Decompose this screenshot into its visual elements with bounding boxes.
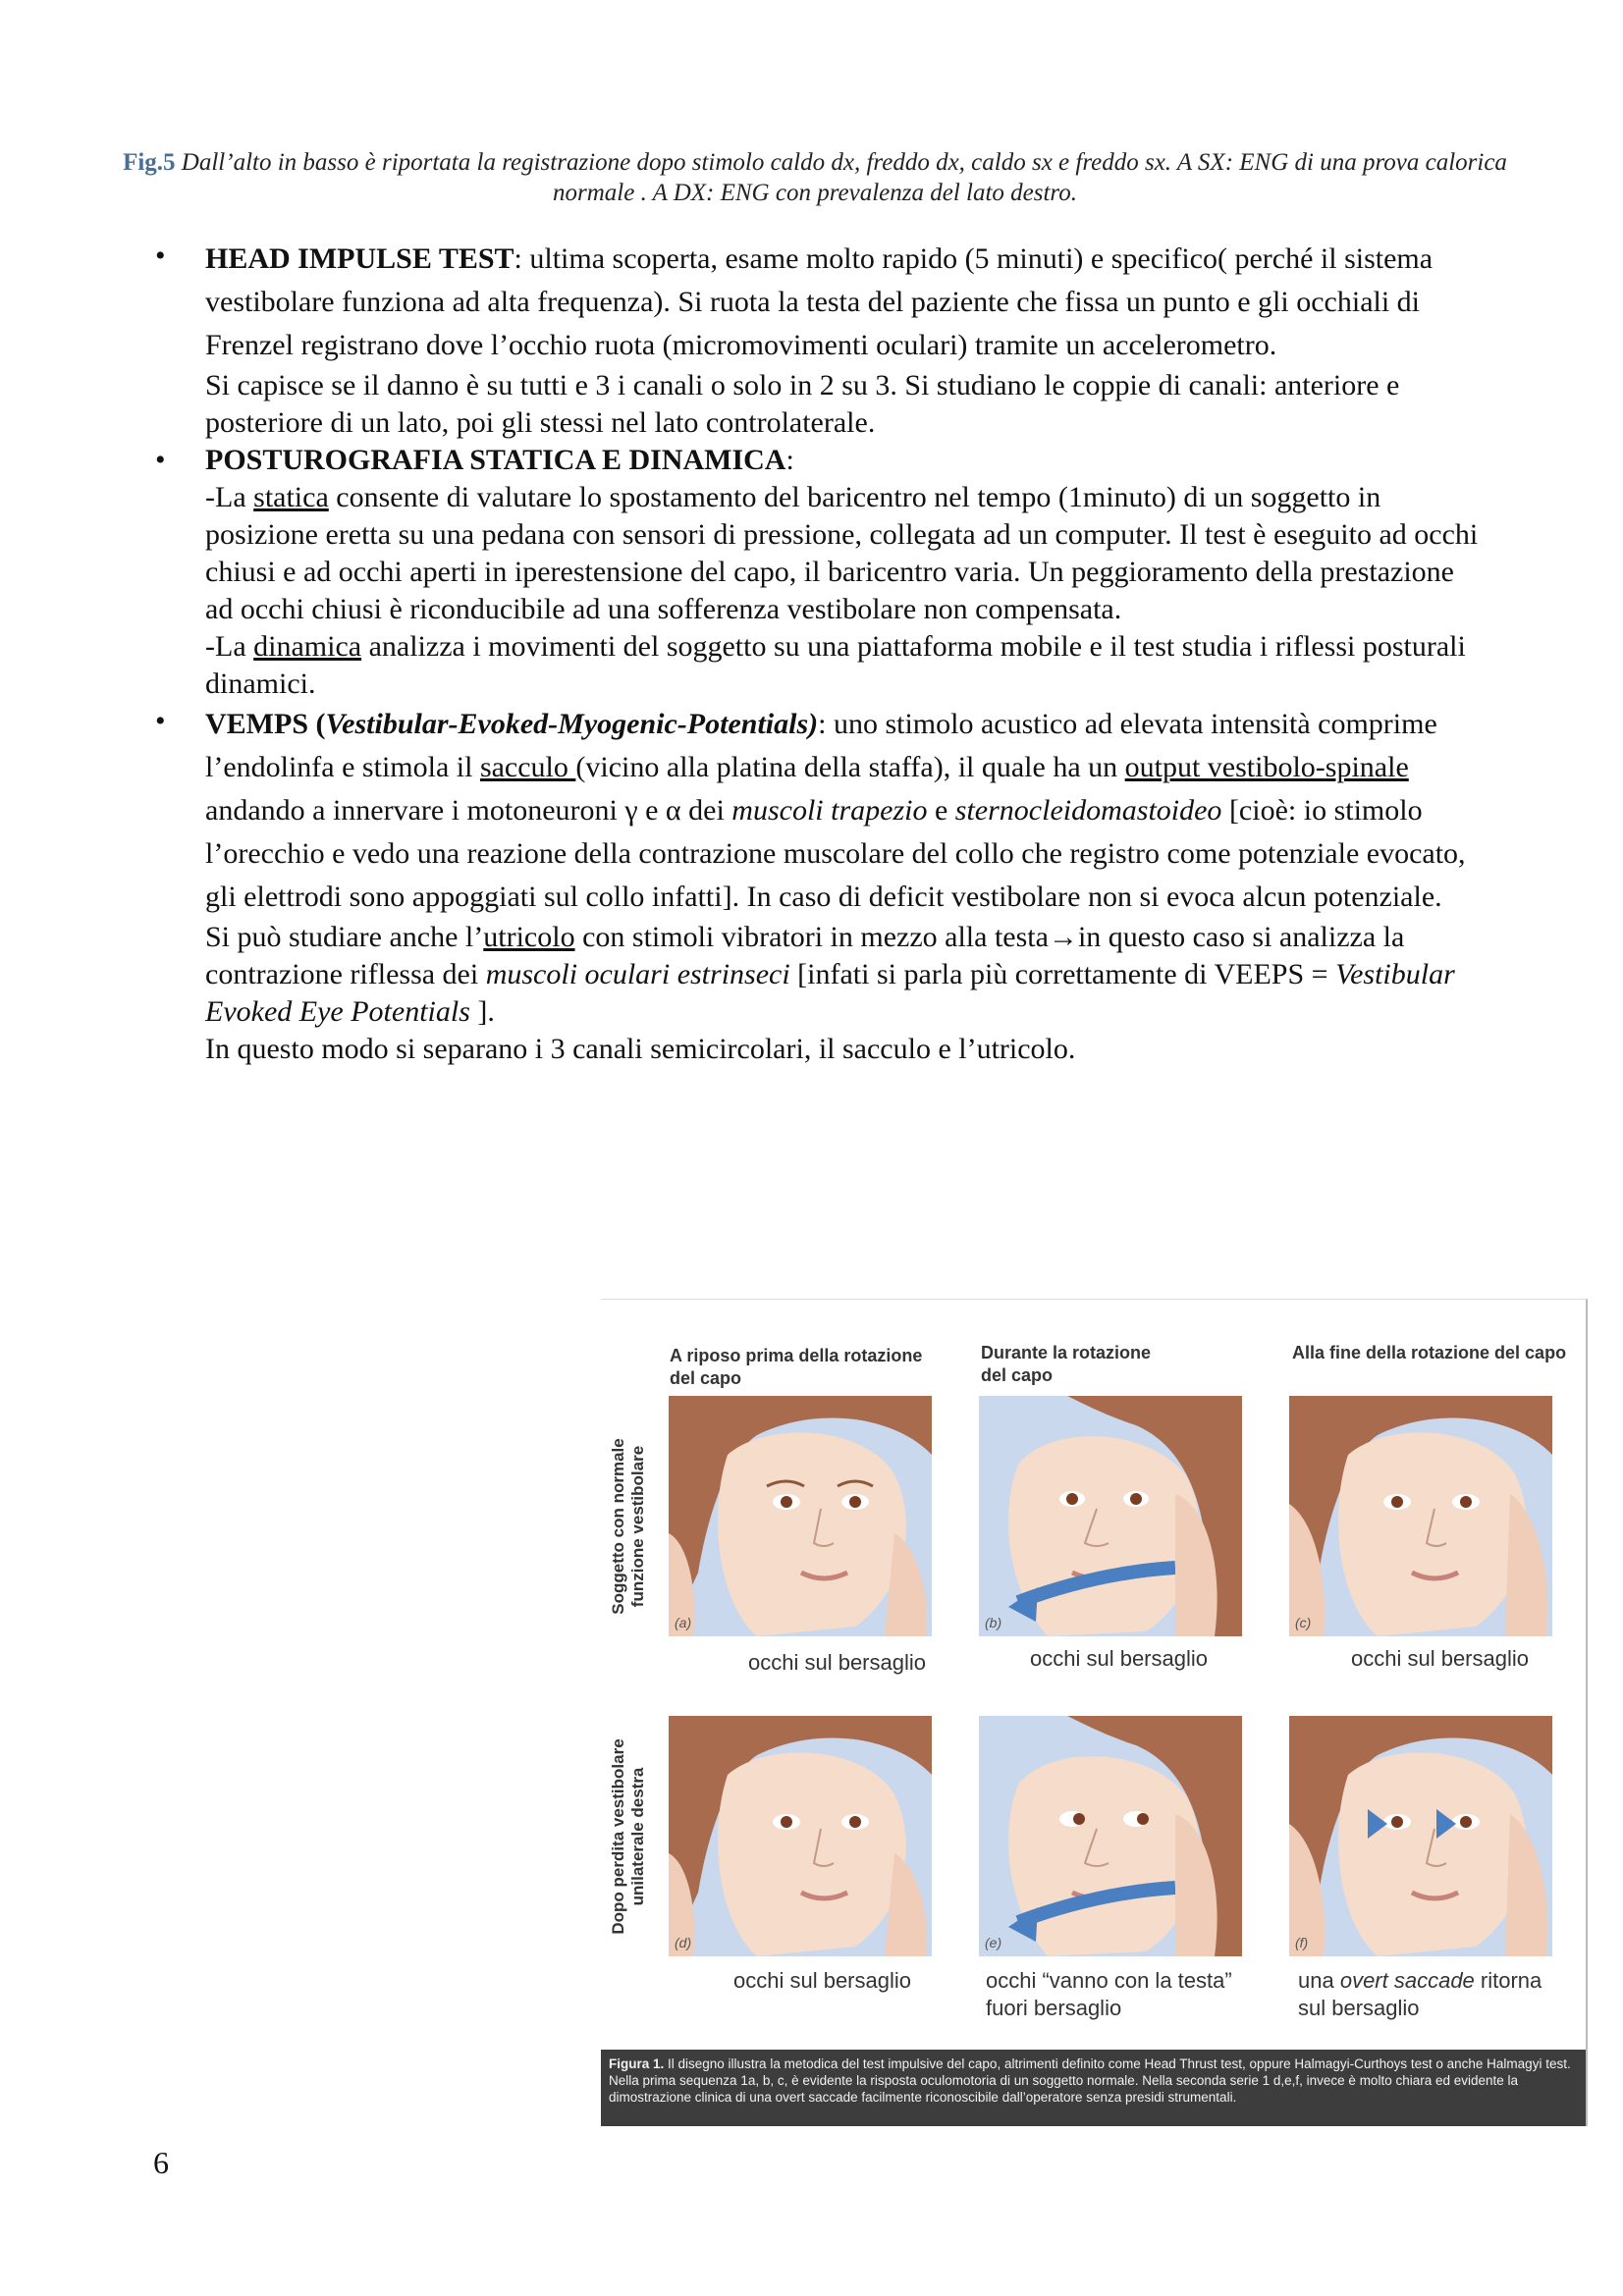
- item-title-italic: Vestibular-Evoked-Myogenic-Potentials): [325, 708, 819, 740]
- italic-text: overt saccade: [1339, 1968, 1475, 1993]
- text: analizza i movimenti del soggetto su una piattaforma mobile e il test studia i riflessi posturali dinamici.: [205, 630, 1466, 700]
- underlined-text: utricolo: [483, 921, 575, 953]
- item-title: POSTUROGRAFIA STATICA E DINAMICA: [205, 444, 786, 476]
- paragraph: [205, 703, 1481, 919]
- row-label-line: Soggetto con normale: [609, 1438, 627, 1615]
- text: Si può studiare anche l’: [205, 921, 484, 953]
- paragraph: [205, 238, 1481, 367]
- paragraph: [205, 367, 1481, 442]
- paragraph: [205, 628, 1481, 703]
- row-label-line: Dopo perdita vestibolare: [609, 1738, 627, 1935]
- panel-caption: [1298, 1967, 1542, 2022]
- column-heading: Durante la rotazione del capo: [981, 1343, 1152, 1385]
- text: ritorna: [1474, 1968, 1542, 1993]
- panel-caption-line: fuori bersaglio: [986, 1996, 1122, 2020]
- italic-text: sternocleidomastoideo: [954, 794, 1222, 827]
- text: [cioè: io stimolo l’orecchio e vedo una reazione della contrazione muscolare del collo che registro come potenziale evocato, gli elettrodi sono appoggiati sul collo infatti]. In caso di deficit vestibolare non si evoca alcun potenziale.: [205, 794, 1466, 913]
- panel-caption: occhi sul bersaglio: [748, 1650, 926, 1675]
- panel-caption: [986, 1967, 1232, 2022]
- list-item-vemps: [155, 703, 1481, 1068]
- row-label: [609, 1423, 648, 1629]
- panel-a-illustration: [669, 1396, 932, 1636]
- text: andando a innervare i motoneuroni γ e α dei: [205, 794, 732, 827]
- text: e: [927, 794, 955, 827]
- text: Si capisce se il danno è su tutti e 3 i canali o solo in 2 su 3. Si studiano le coppie di canali: anteriore e posteriore di un lato, poi gli stessi nel lato controlaterale.: [205, 369, 1400, 439]
- list-item-head-impulse: [155, 238, 1481, 442]
- text: -La: [205, 630, 254, 663]
- panel-letter: (e): [985, 1935, 1002, 1950]
- figure-legend-title: Figura 1.: [609, 2056, 665, 2071]
- text: in questo caso si analizza la contrazione riflessa dei: [205, 921, 1405, 990]
- main-content: [155, 238, 1481, 1068]
- text: -La: [205, 481, 254, 513]
- panel-caption-line: [1298, 1967, 1542, 1995]
- panel-letter: (f): [1295, 1935, 1309, 1950]
- italic-text: muscoli oculari estrinseci: [485, 958, 790, 990]
- panel-f-illustration: [1289, 1716, 1552, 1956]
- underlined-text: sacculo: [479, 751, 576, 783]
- bullet-icon: •: [155, 444, 166, 476]
- underlined-text: statica: [253, 481, 329, 513]
- paragraph: [205, 1031, 1481, 1068]
- row-label: [609, 1724, 648, 1949]
- text: : ultima scoperta, esame molto rapido (5 minuti) e specifico( perché il sistema vestibolare funziona ad alta frequenza). Si ruota la testa del paziente che fissa un punto e gli occhiali di Frenzel registrano dove l’occhio ruota (micromovimenti oculari) tramite un accelerometro.: [205, 242, 1434, 361]
- figure-legend-text: Il disegno illustra la metodica del test impulsive del capo, altrimenti definito come Head Thrust test, oppure Halmagyi-Curthoys test o anche Halmagyi test. Nella prima sequenza 1a, b, c, è evidente la risposta oculomotoria di un soggetto normale. Nella seconda serie 1 d,e,f, invece è molto chiara ed evidente la dimostrazione clinica di una overt saccade facilmente riconoscibile dall’operatore senza presidi strumentali.: [609, 2056, 1571, 2105]
- paragraph: [205, 442, 1481, 479]
- panel-caption-line: sul bersaglio: [1298, 1996, 1420, 2020]
- panel-letter: (d): [675, 1935, 692, 1950]
- panel-c-illustration: [1289, 1396, 1552, 1636]
- figure-legend: [601, 2050, 1586, 2126]
- paragraph: [205, 919, 1481, 1031]
- head-impulse-figure: [601, 1299, 1588, 2126]
- panel-letter: (b): [985, 1615, 1002, 1630]
- italic-text: muscoli trapezio: [731, 794, 928, 827]
- text: [infati si parla più correttamente di VEEPS =: [789, 958, 1336, 990]
- text: In questo modo si separano i 3 canali semicircolari, il sacculo e l’utricolo.: [205, 1033, 1076, 1065]
- panel-caption: occhi sul bersaglio: [1030, 1646, 1208, 1671]
- text: consente di valutare lo spostamento del baricentro nel tempo (1minuto) di un soggetto in posizione eretta su una pedana con sensori di pressione, collegata ad un computer. Il test è eseguito ad occhi chiusi e ad occhi aperti in iperestensione del capo, il baricentro varia. Un peggioramento della prestazione ad occhi chiusi è riconducibile ad una sofferenza vestibolare non compensata.: [205, 481, 1479, 625]
- panel-caption-line: occhi “vanno con la testa”: [986, 1968, 1232, 1993]
- caption-text: Dall’alto in basso è riportata la registrazione dopo stimolo caldo dx, freddo dx, caldo sx e freddo sx. A SX: ENG di una prova calorica normale . A DX: ENG con prevalenza del lato destro.: [175, 149, 1507, 206]
- underlined-text: output vestibolo-spinale: [1124, 751, 1409, 783]
- column-heading: Alla fine della rotazione del capo: [1292, 1343, 1567, 1362]
- text: : uno stimolo acustico ad elevata intensità comprime l’endolinfa e stimola il: [205, 708, 1437, 783]
- page-number: 6: [153, 2145, 169, 2180]
- text: (vicino alla platina della staffa), il quale ha un: [575, 751, 1125, 783]
- row-label-line: funzione vestibolare: [628, 1445, 647, 1608]
- text: ].: [469, 995, 495, 1028]
- paragraph: [205, 479, 1481, 628]
- item-title: HEAD IMPULSE TEST: [205, 242, 514, 275]
- text: una: [1298, 1968, 1340, 1993]
- panel-e-illustration: [979, 1716, 1242, 1956]
- panel-letter: (c): [1295, 1615, 1312, 1630]
- bullet-icon: •: [155, 705, 166, 737]
- column-heading: A riposo prima della rotazione del capo: [670, 1346, 923, 1388]
- underlined-text: dinamica: [253, 630, 362, 663]
- panel-b-illustration: [979, 1396, 1242, 1636]
- figure-caption: [118, 147, 1512, 208]
- text: :: [785, 444, 794, 476]
- panel-caption: occhi sul bersaglio: [1351, 1646, 1529, 1671]
- row-label-line: unilaterale destra: [628, 1767, 647, 1906]
- text: con stimoli vibratori in mezzo alla testa: [574, 921, 1049, 953]
- list-item-posturografia: [155, 442, 1481, 703]
- arrow-right-icon: →: [1048, 921, 1078, 953]
- figure-label: Fig.5: [123, 149, 176, 176]
- panel-d-illustration: [669, 1716, 932, 1956]
- item-title: VEMPS (: [205, 708, 326, 740]
- panel-caption: occhi sul bersaglio: [733, 1968, 911, 1993]
- italic-text: Vestibular Evoked Eye Potentials: [205, 958, 1455, 1028]
- panel-letter: (a): [675, 1615, 692, 1630]
- bullet-icon: •: [155, 240, 166, 272]
